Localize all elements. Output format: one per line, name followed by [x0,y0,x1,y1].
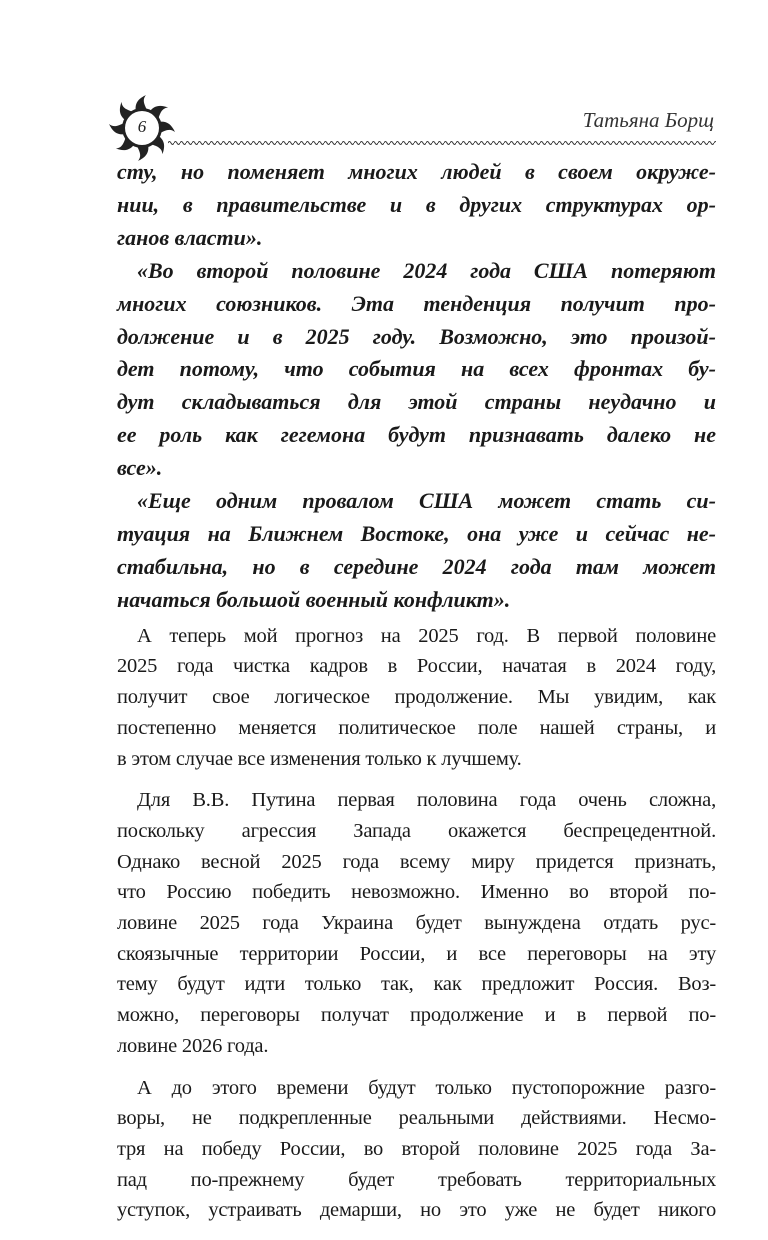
wavy-divider [168,139,716,147]
text-line: получит свое логическое продолжение. Мы увидим, как [117,686,716,709]
paragraph [117,1073,716,1227]
text-line: «Еще одним провалом США может стать си- [137,488,716,514]
text-line: дут складываться для этой страны неудачно и [117,389,716,415]
text-line: все». [117,455,163,481]
text-line: многих союзников. Эта тенденция получит про- [117,290,716,316]
text-line: постепенно меняется политическое поле нашей страны, и [117,716,716,739]
text-line: можно, переговоры получат продолжение и в первой по- [117,1004,716,1027]
paragraph [117,785,716,1061]
text-line: Однако весной 2025 года всему миру придется признать, [117,850,716,873]
text-line: дет потому, что события на всех фронтах бу- [117,356,716,382]
paragraph [117,621,716,775]
text-line: ее роль как гегемона будут признавать далеко не [117,422,716,448]
text-line: тря на победу России, во второй половине 2025 года За- [117,1137,716,1160]
text-line: скоязычные территории России, и все переговоры на эту [117,942,716,965]
text-line: А теперь мой прогноз на 2025 год. В первой половине [137,624,716,647]
text-line: что Россию победить невозможно. Именно во второй по- [117,881,716,904]
text-line: 2025 года чистка кадров в России, начатая в 2024 году, [117,655,716,678]
text-line: нии, в правительстве и в других структурах ор- [117,191,716,217]
text-line: Для В.В. Путина первая половина года очень сложна, [137,789,716,812]
text-line: поскольку агрессия Запада окажется беспрецедентной. [117,819,716,842]
text-line: стабильна, но в середине 2024 года там может [117,553,716,579]
text-line: сту, но поменяет многих людей в своем окруже- [117,159,716,184]
text-line: ловине 2026 года. [117,1034,269,1057]
text-line: уступок, устраивать демарши, но это уже не будет никого [117,1199,716,1222]
text-line: туация на Ближнем Востоке, она уже и сейчас не- [117,520,716,546]
text-line: ловине 2025 года Украина будет вынуждена отдать рус- [117,912,716,935]
quote-paragraph [117,255,716,485]
text-line: в этом случае все изменения только к лучшему. [117,747,522,770]
page-number: 6 [137,117,147,136]
text-line: начаться большой военный конфликт». [117,586,511,612]
page-body-text [117,156,716,1226]
text-line: ганов власти». [117,224,263,250]
text-line: «Во второй половине 2024 года США потеряют [137,257,716,283]
quote-paragraph [117,156,716,255]
text-line: тему будут идти только так, как предложит Россия. Воз- [117,973,716,996]
text-line: воры, не подкрепленные реальными действиями. Несмо- [117,1107,716,1130]
running-title: Татьяна Борщ [582,108,714,132]
text-line: А до этого времени будут только пустопорожние разго- [137,1076,716,1099]
text-line: пад по-прежнему будет требовать территориальных [117,1168,716,1191]
text-line: должение и в 2025 году. Возможно, это произой- [117,323,716,349]
quote-paragraph [117,485,716,617]
